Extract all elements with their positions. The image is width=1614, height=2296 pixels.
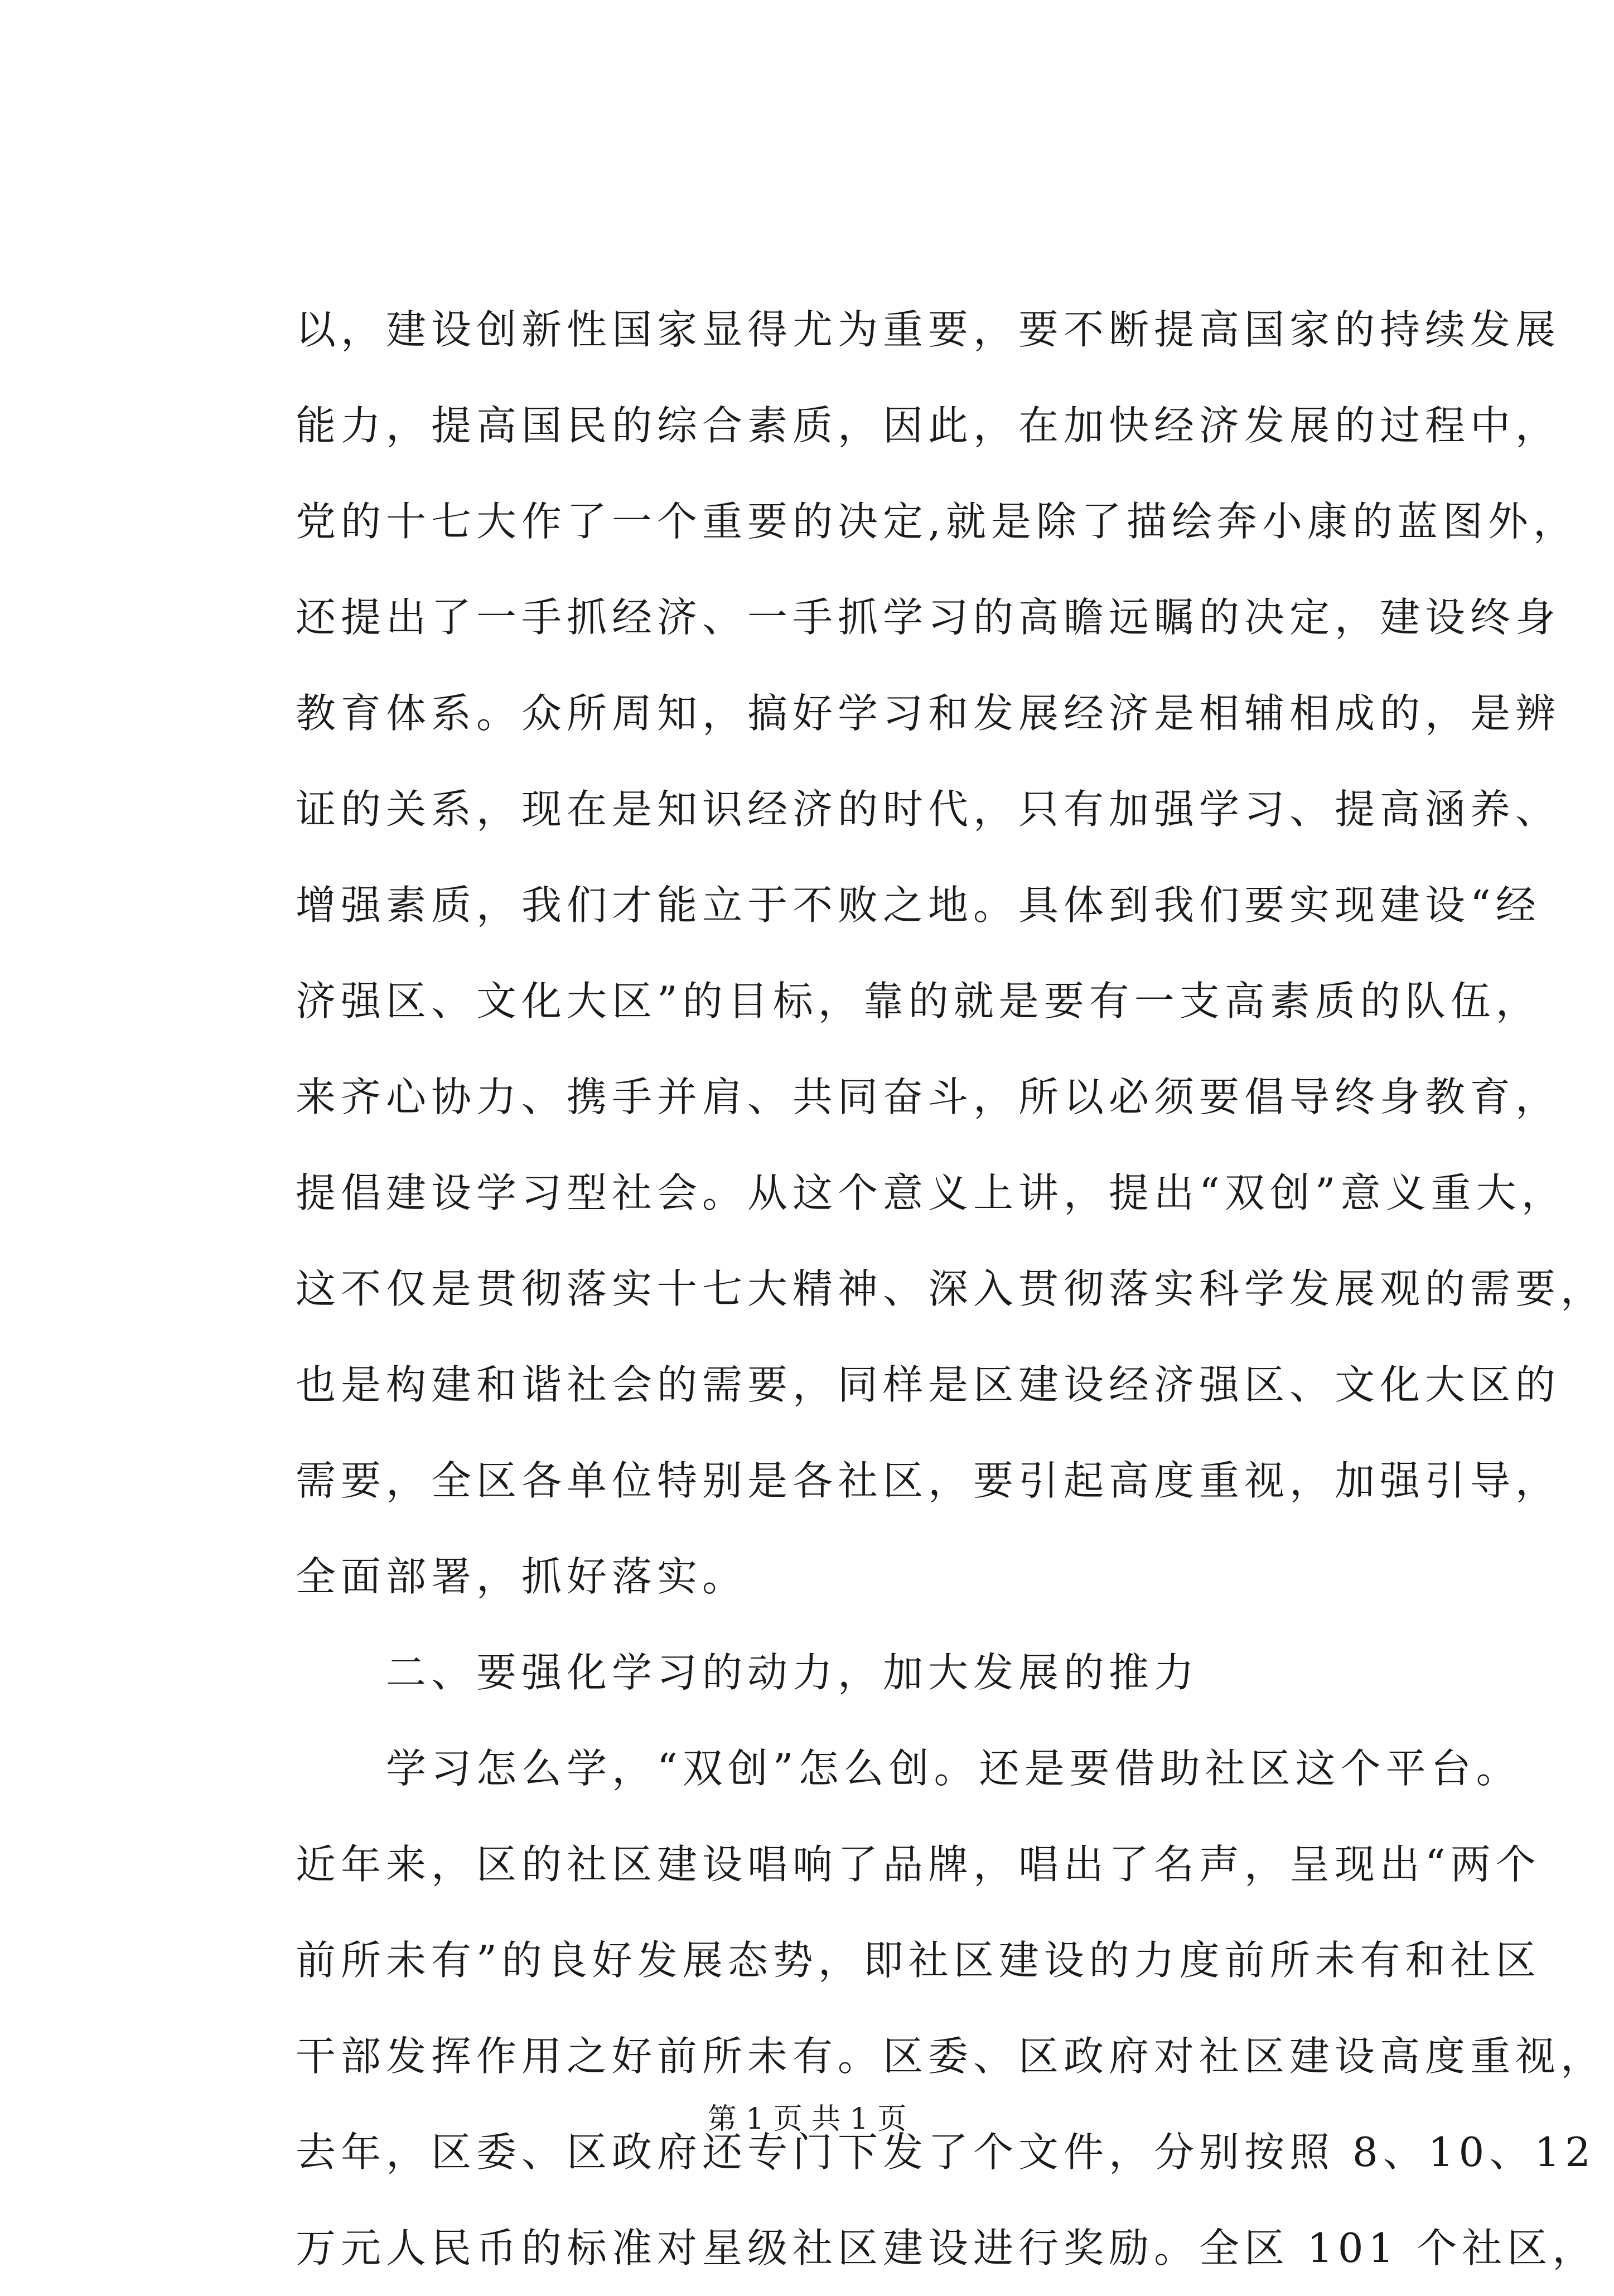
text-line: 能力，提高国民的综合素质，因此，在加快经济发展的过程中， (296, 402, 1561, 449)
section-heading: 二、要强化学习的动力，加大发展的推力 (296, 1649, 1200, 1696)
text-line: 济强区、文化大区”的目标，靠的就是要有一支高素质的队伍， (296, 978, 1541, 1024)
text-line: 万元人民币的标准对星级社区建设进行奖励。全区 101 个社区， (296, 2225, 1598, 2271)
text-line: 学习怎么学，“双创”怎么创。还是要借助社区这个平台。 (296, 1745, 1521, 1792)
text-line: 近年来，区的社区建设唱响了品牌，唱出了名声，呈现出“两个 (296, 1841, 1541, 1888)
text-line: 也是构建和谐社会的需要，同样是区建设经济强区、文化大区的 (296, 1361, 1561, 1408)
text-line: 教育体系。众所周知，搞好学习和发展经济是相辅相成的，是辨 (296, 690, 1561, 737)
text-line: 以，建设创新性国家显得尤为重要，要不断提高国家的持续发展 (296, 306, 1561, 353)
text-line: 去年，区委、区政府还专门下发了个文件，分别按照 8、10、12 (296, 2129, 1596, 2176)
text-line: 这不仅是贯彻落实十七大精神、深入贯彻落实科学发展观的需要， (296, 1265, 1606, 1312)
page-number: 第 1 页 共 1 页 (707, 2102, 907, 2136)
text-line: 党的十七大作了一个重要的决定,就是除了描绘奔小康的蓝图外， (296, 498, 1578, 545)
text-line: 全面部署，抓好落实。 (296, 1553, 748, 1600)
text-line: 干部发挥作用之好前所未有。区委、区政府对社区建设高度重视， (296, 2033, 1606, 2080)
text-line: 前所未有”的良好发展态势，即社区建设的力度前所未有和社区 (296, 1937, 1541, 1984)
document-body (296, 282, 1606, 2296)
text-line: 需要，全区各单位特别是各社区，要引起高度重视，加强引导， (296, 1457, 1561, 1504)
text-line: 还提出了一手抓经济、一手抓学习的高瞻远瞩的决定，建设终身 (296, 594, 1561, 641)
page-footer (0, 2097, 1614, 2142)
text-line: 证的关系，现在是知识经济的时代，只有加强学习、提高涵养、 (296, 786, 1561, 833)
text-line: 增强素质，我们才能立于不败之地。具体到我们要实现建设“经 (296, 882, 1541, 929)
text-line: 提倡建设学习型社会。从这个意义上讲，提出“双创”意义重大， (296, 1169, 1567, 1216)
text-line: 来齐心协力、携手并肩、共同奋斗，所以必须要倡导终身教育， (296, 1074, 1561, 1120)
